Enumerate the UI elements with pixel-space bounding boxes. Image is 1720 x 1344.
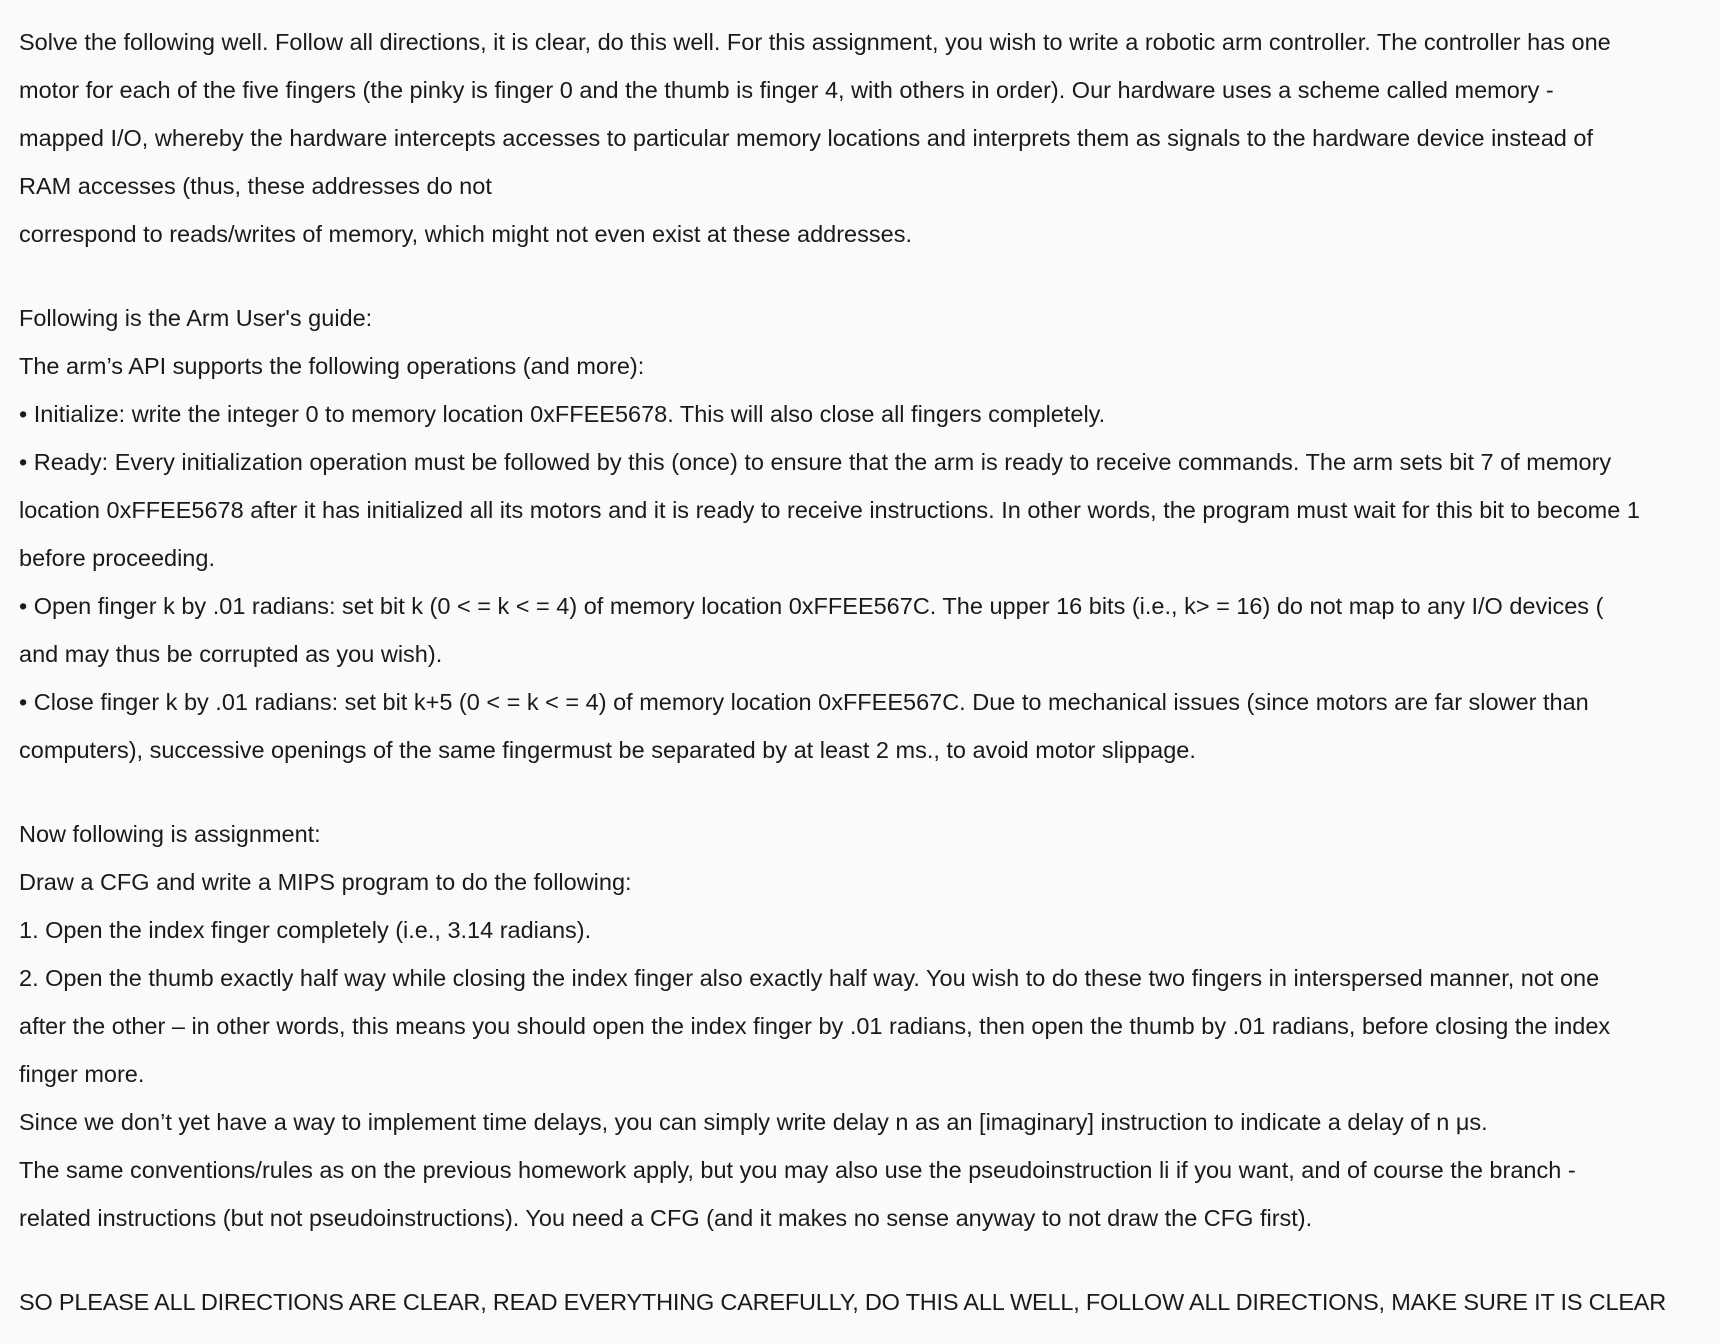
text-line: The arm’s API supports the following operations (and more):	[19, 353, 645, 379]
paragraph-spacer	[19, 774, 1701, 810]
section-heading: Following is the Arm User's guide:	[19, 305, 373, 331]
closing-instruction: SO PLEASE ALL DIRECTIONS ARE CLEAR, READ EVERYTHING CAREFULLY, DO THIS ALL WELL, FOLLOW ALL DIRECTIONS, MAKE SURE IT IS CLEAR	[19, 1289, 1667, 1315]
bullet-open-finger: • Open finger k by .01 radians: set bit k (0 < = k < = 4) of memory location 0xFFEE567C. The upper 16 bits (i.e., k> = 16) do not map to any I/O devices (	[19, 593, 1604, 619]
text-line: RAM accesses (thus, these addresses do not	[19, 173, 492, 199]
paragraph-spacer	[19, 258, 1701, 294]
text-line: and may thus be corrupted as you wish).	[19, 641, 443, 667]
bullet-ready: • Ready: Every initialization operation must be followed by this (once) to ensure that the arm is ready to receive commands. The arm sets bit 7 of memory	[19, 449, 1612, 475]
intro-paragraph	[19, 18, 1701, 258]
text-line: Draw a CFG and write a MIPS program to do the following:	[19, 869, 632, 895]
bullet-close-finger: • Close finger k by .01 radians: set bit k+5 (0 < = k < = 4) of memory location 0xFFEE567C. Due to mechanical issues (since motors are far slower than	[19, 689, 1589, 715]
task-item-2: 2. Open the thumb exactly half way while closing the index finger also exactly half way. You wish to do these two fingers in interspersed manner, not one	[19, 965, 1600, 991]
text-line: correspond to reads/writes of memory, which might not even exist at these addresses.	[19, 221, 912, 247]
text-line: Since we don’t yet have a way to implement time delays, you can simply write delay n as an [imaginary] instruction to indicate a delay of n μs.	[19, 1109, 1488, 1135]
text-line: before proceeding.	[19, 545, 215, 571]
paragraph-spacer	[19, 1242, 1701, 1278]
text-line: related instructions (but not pseudoinstructions). You need a CFG (and it makes no sense anyway to not draw the CFG first).	[19, 1205, 1313, 1231]
text-line: location 0xFFEE5678 after it has initialized all its motors and it is ready to receive instructions. In other words, the program must wait for this bit to become 1	[19, 497, 1640, 523]
section-heading: Now following is assignment:	[19, 821, 321, 847]
text-line: The same conventions/rules as on the previous homework apply, but you may also use the pseudoinstruction li if you want, and of course the branch -	[19, 1157, 1576, 1183]
user-guide-section	[19, 294, 1701, 774]
assignment-section	[19, 810, 1701, 1242]
text-line: mapped I/O, whereby the hardware intercepts accesses to particular memory locations and interprets them as signals to the hardware device instead of	[19, 125, 1593, 151]
text-line: motor for each of the five fingers (the pinky is finger 0 and the thumb is finger 4, with others in order). Our hardware uses a scheme called memory -	[19, 77, 1554, 103]
text-line: computers), successive openings of the same fingermust be separated by at least 2 ms., to avoid motor slippage.	[19, 737, 1196, 763]
text-line: after the other – in other words, this means you should open the index finger by .01 radians, then open the thumb by .01 radians, before closing the index	[19, 1013, 1611, 1039]
bullet-initialize: • Initialize: write the integer 0 to memory location 0xFFEE5678. This will also close all fingers completely.	[19, 401, 1106, 427]
text-line: finger more.	[19, 1061, 145, 1087]
text-line: Solve the following well. Follow all directions, it is clear, do this well. For this assignment, you wish to write a robotic arm controller. The controller has one	[19, 29, 1611, 55]
task-item-1: 1. Open the index finger completely (i.e., 3.14 radians).	[19, 917, 592, 943]
